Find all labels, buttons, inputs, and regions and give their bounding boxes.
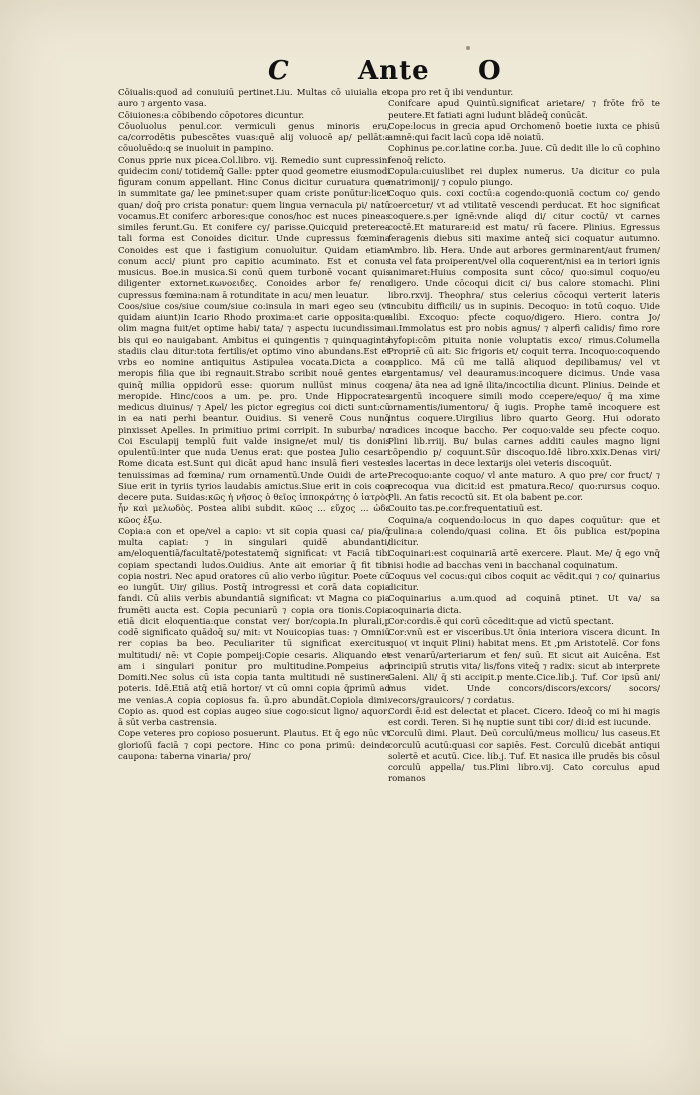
left-column — [118, 88, 390, 928]
right-column — [388, 88, 660, 933]
dictionary-entry: Cōiuiones:a cōbibendo cōpotores dicuntur. — [118, 110, 305, 121]
dictionary-entry: Couito tas.pe.cor.frequentatiuū est. — [388, 504, 543, 515]
dictionary-entry: Coquinari:est coquinariā artē exercere. Plaut. Me/ q̄ ego vnq̄ nisi hodie ad bacchas veni in bacchanal coquinatum. — [388, 549, 660, 571]
dictionary-entry: Precoquo:ante coquo/ vl ante maturo. A quo pre/ cor fruct/ ⁊ precoqua vua dicit:id est pmatura.Reco/ quo:rursus coquo. Pli. An fatis recoctū sit. Et ola babent pe.cor. — [388, 470, 660, 503]
dictionary-entry: Coquo quis. coxi coctū:a cogendo:quoniā coctum co/ gendo coercetur/ vt ad vtilitatē vescendi perducat. Et hoc significat coquere.s.per ignē:vnde aliqd di/ citur coctū/ vt carnes coctē.Et maturare:id est matu/ rū facere. Plinius. Egressus feragenis diebus siti maxime anteq̄ sici coquatur autumno. Ambro. lib. Hera. Unde aut arbores germinarent/aut frumen/ ta vel fata proiperent/vel olla coquerent/nisi ea in teriori ignis animaret:Huius composita sunt cōco/ quo:simul coquo/eu digero. Unde cōcoqui dicit ci/ bus calore stomachi. Plini libro.rxvij. Theophra/ stus celerius cōcoqui verterit lateris incubitu difficili/ us in supinis. Decoquo: in totū coquo. Uide alibi. Excoquo: pfecte coquo/digero. Hiero. contra Jo/ ui.Immolatus est pro nobis agnus/ ⁊ alperfi calidis/ fimo rore hyfopi:cōm pituita nonie voluptatis exco/ rimus.Columella Propriē cū ait: Sic frigoris et/ coquit terra. Incoquo:coquendo applico. Mā cū me tallā aliquod depilibamus/ vel vt argentamus/ vel deauramus:incoquere dicimus. Unde vasa gena/ āta nea ad ignē ilita/incoctilia dicunt. Plinius. Deinde et argentū incoquere simili modo ccepere/equo/ q̄ ma xime ornamentis/iumentoru/ q̄ iugis. Prophe tamē incoquere est intus coquere.Uirgilius libro quarto Georg. Hui odorato radices incoque baccho. Per coquo:valde seu pfecte coquo. Plini lib.rriij. Bu/ bulas carnes additi caules magno ligni cōpendio p/ coquunt.Sūr discoquo.Idē libro.xxix.Denas viri/ des lacertas in dece lextarijs olei veteris discoquūt. — [388, 189, 660, 470]
dictionary-entry: Conus pprie nux picea.Col.libro. vij. Remedio sunt cupressini quidecim coni/ totidemq̄ Galle: ppter quod geometre eiusmodi figuram conum appellant. Hinc Conus dicitur curuatura que in summitate ga/ lee pminet:super quam criste ponūtur:licet quan/ doq̄ pro crista ponatur: quem lingua vernacula pi/ natū vocamus.Et coniferc arbores:que conos/hoc est nuces pineas similes ferunt.Gu. Et conifere cy/ parisse.Quicquid preterea tali forma est Conoides dicitur. Unde cupressus fœmina Conoides est que i fastigium conuoluitur. Quidam etiam conum acci/ piunt pro capitio acuminato. Est et conus musicus. Boe.in musica.Si conū quem turbonē vocant quis diligenter extornet.κωνοειδες. Conoides arbor fe/ reno cupressus fœmina:nam ā rotunditate in acu/ men leuatur. — [118, 155, 390, 301]
header-right-letter: O — [478, 56, 501, 86]
dictionary-entry: Copula:cuiuslibet rei duplex numerus. Ua dicitur co pula matrimonij/ ⁊ copulo piungo. — [388, 166, 660, 188]
dictionary-entry: Cor:vnū est er visceribus.Ut ōnia interiora viscera dicunt. In quo( vt inquit Plini) habitat mens. Et ,pm Aristotelē. Cor fons est venarū/arteriarum et fen/ suū. Et sicut ait Auicēna. Est principiū strutis vita/ lis/fons viteq̄ ⁊ radix: sicut ab interprete Galeni. Ali/ q̄ sti accipit.p mente.Cice.lib.j. Tuf. Cor ipsū ani/ mus videt. Unde concors/discors/excors/ socors/ vecors/grauicors/ ⁊ cordatus. — [388, 628, 660, 706]
dictionary-entry: Coos/siue cos/siue coum/siue co:insula in mari egeo seu (vt quidam aiunt)in Icario Rhodo proxima:et carie opposita:que olim magna fuit/et optime habi/ tata/ ⁊ aspectu iucundissima bis qui eo nauigabant. Ambitus ei quingentis ⁊ quinquaginta stadiis clau ditur:tota fertilis/et optimo vino abundans.Est et vrbs eo nomine antiquitus Astipulea vocata.Dicta a coo meropis filia que ibi regnauit.Strabo scribit nouē gentes et quinq̄ millia oppidorū esse: quorum nullūst minus coo meropide. Hinc/coos a um. pe. pro. Unde Hippocrates medicus diuinus/ ⁊ Apel/ les pictor egregius coi dicti sunt:cū in ea nati perhi beantur. Ouidius. Si venerē Cous nunq̄ pinxisset Apelles. In primitiuo primi corripit. In suburba/ no Coi Esculapij templū fuit valde insigne/et mul/ tis donis opulentū:inter que nuda Uenus erat: que postea Julio cesari Rome dicata est.Sunt qui dicāt apud hanc insulā fieri vestes tenuissimas ad fœmina/ rum ornamentū.Unde Ouidi de arte. Siue erit in tyriis tyrios laudabis amictus.Siue erit in cois coa decere puta. Suidas:κῶς ἡ νῆσος ὁ θεῖος ἱπποκράτης ὁ ἰατρὸς ἦν καὶ μελωδὸς. Postea alibi subdit. κῶος ... εὔχος ... ὡδε κῶος ἐξω. — [118, 301, 390, 526]
dictionary-entry: copa pro ret q̄ ibi venduntur. — [388, 88, 514, 98]
running-header — [0, 56, 700, 90]
dictionary-entry: Cophinus pe.cor.latine cor.ba. Juue. Cū dedit ille lo cū cophino fenoq̄ relicto. — [388, 144, 660, 166]
dictionary-entry: Cōiualis:quod ad conuiuiū pertinet.Liu. Multas cō uiuialia et auro ⁊ argento vasa. — [118, 88, 390, 110]
dictionary-entry: Corculū dimi. Plaut. Deū corculū/meus mollicu/ lus caseus.Et corculū acutū:quasi cor sapiēs. Fest. Corculū dicebāt antiqui solertē et acutū. Cice. lib.j. Tuf. Et nasica ille prudēs bis cōsul corculū appella/ tus.Plini libro.vij. Cato corculus apud romanos — [388, 729, 660, 785]
speck — [466, 46, 470, 50]
dictionary-entry: Cōuoluolus penul.cor. vermiculi genus minoris eru/ ca/corrodētis pubescētes vuas:quē alij voluocē ap/ pellāt:a cōuoluēdo:q se inuoluit in pampino. — [118, 121, 390, 155]
header-left-letter: C — [268, 56, 289, 86]
dictionary-entry: Conifcare apud Quintū.significat arietare/ ⁊ frōte frō te peutere.Et fatiati agni ludunt blādeq̄ conūcāt. — [388, 99, 660, 121]
header-title: Ante — [358, 56, 430, 86]
dictionary-entry: Coquinarius a.um.quod ad coquinā ptinet. Ut va/ sa coquinaria dicta. — [388, 594, 660, 616]
dictionary-entry: Coquus vel cocus:qui cibos coquit ac vēdit.qui ⁊ co/ quinarius dicitur. — [388, 571, 660, 593]
dictionary-entry: Cope veteres pro copioso posuerunt. Plautus. Et q̄ ego nūc vt glorioſū faciā ⁊ copi pectore. Hinc co pona primū: deinde caupona: taberna vinaria/ pro/ — [118, 729, 390, 762]
dictionary-entry: Cope:locus in grecia apud Orchomenō boetie iuxta ce phisū amnē:qui facit lacū copa idē noiatū. — [388, 121, 660, 143]
dictionary-entry: Copia:a con et ope/vel a capio: vt sit copia quasi ca/ pia/q̄ multa capiat: ⁊ in singulari quidē abundanti/ am/eloquentiā/facultatē/potestatemq̄ significat: vt Faciā tibi copiam spectandi ludos.Ouidius. Ante ait emoriar q̄ fit tibi copia nostri. Nec apud oratores cū alio verbo iūgitur. Poete cū eo iungūt. Uir/ gilius. Postq̄ introgressi et corā data copia fandi. Cū aliis verbis abundantiā significat: vt Magna co pia frumēti aucta est. Copia pecuniarū ⁊ copia ora tionis.Copia etiā dicit eloquentia:que constat ver/ bor/copia.In plurali,p codē significato quādoq̄ su/ mit: vt Nouicopias tuas: ⁊ Omniū rer copias ba beo. Peculiariter tū significat exercitus multitudi/ nē: vt Copie pompeij:Copie cesaris. Aliquando et am i singulari ponitur pro multitudine.Pompeius ad Domiti.Nec solus cū ista copia tanta multitudi nē sustinere poteris. Idē.Etiā atq̄ etiā hortor/ vt cū omni copia q̄primū ad me venias.A copia copiosus fa. ū.pro abundāt.Copiola dimi. Copio as. quod est copias augeo siue cogo:sicut ligno/ aquor: ā sūt verba castrensia. — [118, 526, 390, 728]
dictionary-entry: Cor:cordis.ē qui corū cōcedit:que ad victū spectant. — [388, 616, 614, 627]
dictionary-entry: Coquina/a coquendo:locus in quo dapes coquūtur: que et culina:a colendo/quasi colina. Et ōis publica est/popina dicitur. — [388, 515, 660, 548]
dictionary-entry: Cordi ē:id est delectat et placet. Cicero. Ideoq̄ co mi hi magis est cordi. Teren. Si hę nuptie sunt tibi cor/ di:id est iucunde. — [388, 706, 660, 728]
